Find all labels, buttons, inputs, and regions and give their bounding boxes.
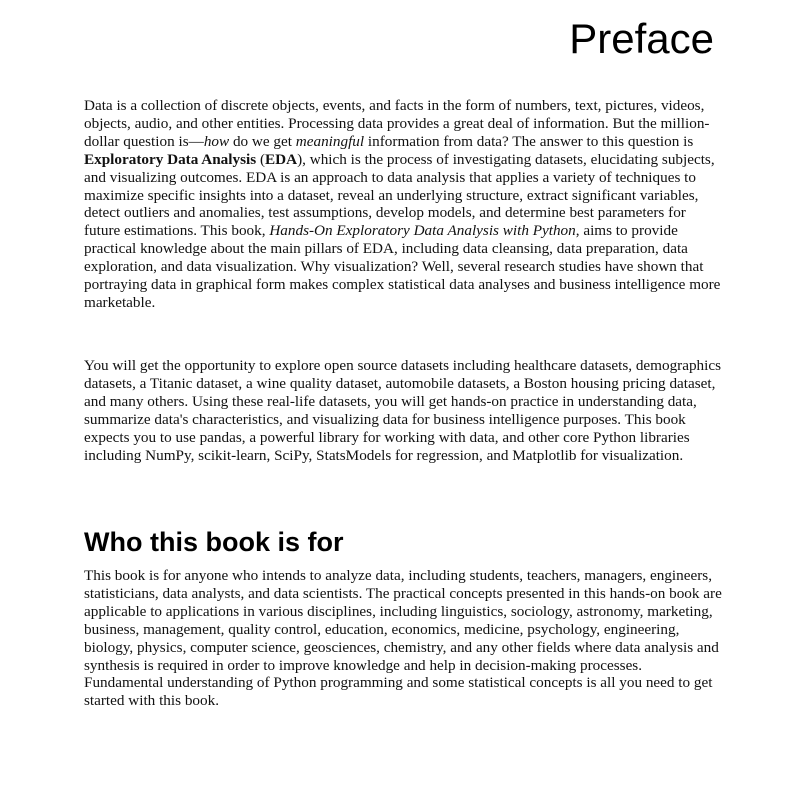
- emphasis-meaningful: meaningful: [295, 132, 365, 150]
- text-run: information from data? The answer to this question is: [364, 132, 694, 150]
- text-run: Data is a collection of discrete objects, events, and facts in the form of numbers, text, pictures, videos, objects, audio, and other entities. Processing data provides a great deal of information. But the million-dollar question is—: [84, 97, 710, 150]
- term-eda-full: Exploratory Data Analysis: [84, 150, 257, 168]
- preface-paragraph-1: [84, 97, 724, 312]
- text-run: ), which is the process of investigating datasets, elucidating subjects, and visualizing outcomes. EDA is an approach to data analysis that applies a variety of techniques to maximize specific insights into a dataset, reveal an underlying structure, extract significant variables, detect outliers and anomalies, test assumptions, develop models, and determine best parameters for future estimations. This book,: [84, 150, 715, 240]
- emphasis-how: how: [203, 132, 230, 150]
- text-run: , aims to provide practical knowledge about the main pillars of EDA, including data cleansing, data preparation, data exploration, and data visualization. Why visualization? Well, several research studies have shown that portraying data in graphical form makes complex statistical data analyses and business intelligence more marketable.: [84, 222, 721, 311]
- section-heading-audience: Who this book is for: [84, 527, 344, 557]
- preface-paragraph-2: You will get the opportunity to explore open source datasets including healthcare datasets, demographics datasets, a Titanic dataset, a wine quality dataset, automobile datasets, a Boston housing pricing dataset, and many others. Using these real-life datasets, you will get hands-on practice in understanding data, summarize data's characteristics, and visualizing data for business intelligence purposes. This book expects you to use pandas, a powerful library for working with data, and other core Python libraries including NumPy, scikit-learn, SciPy, StatsModels for regression, and Matplotlib for visualization.: [84, 357, 722, 464]
- book-title: Hands-On Exploratory Data Analysis with Python: [269, 222, 576, 240]
- text-run: do we get: [229, 132, 296, 150]
- term-eda-abbr: EDA: [265, 150, 298, 168]
- page-title: Preface: [569, 15, 714, 62]
- text-run: (: [256, 150, 265, 168]
- audience-paragraph: This book is for anyone who intends to analyze data, including students, teachers, managers, engineers, statisticians, data analysts, and data scientists. The practical concepts presented in this hands-on book are applicable to applications in various disciplines, including linguistics, sociology, astronomy, marketing, business, management, quality control, education, economics, medicine, psychology, engineering, biology, physics, computer science, geosciences, chemistry, and any other fields where data analysis and synthesis is required in order to improve knowledge and help in decision-making processes. Fundamental understanding of Python programming and some statistical concepts is all you need to get started with this book.: [84, 567, 722, 710]
